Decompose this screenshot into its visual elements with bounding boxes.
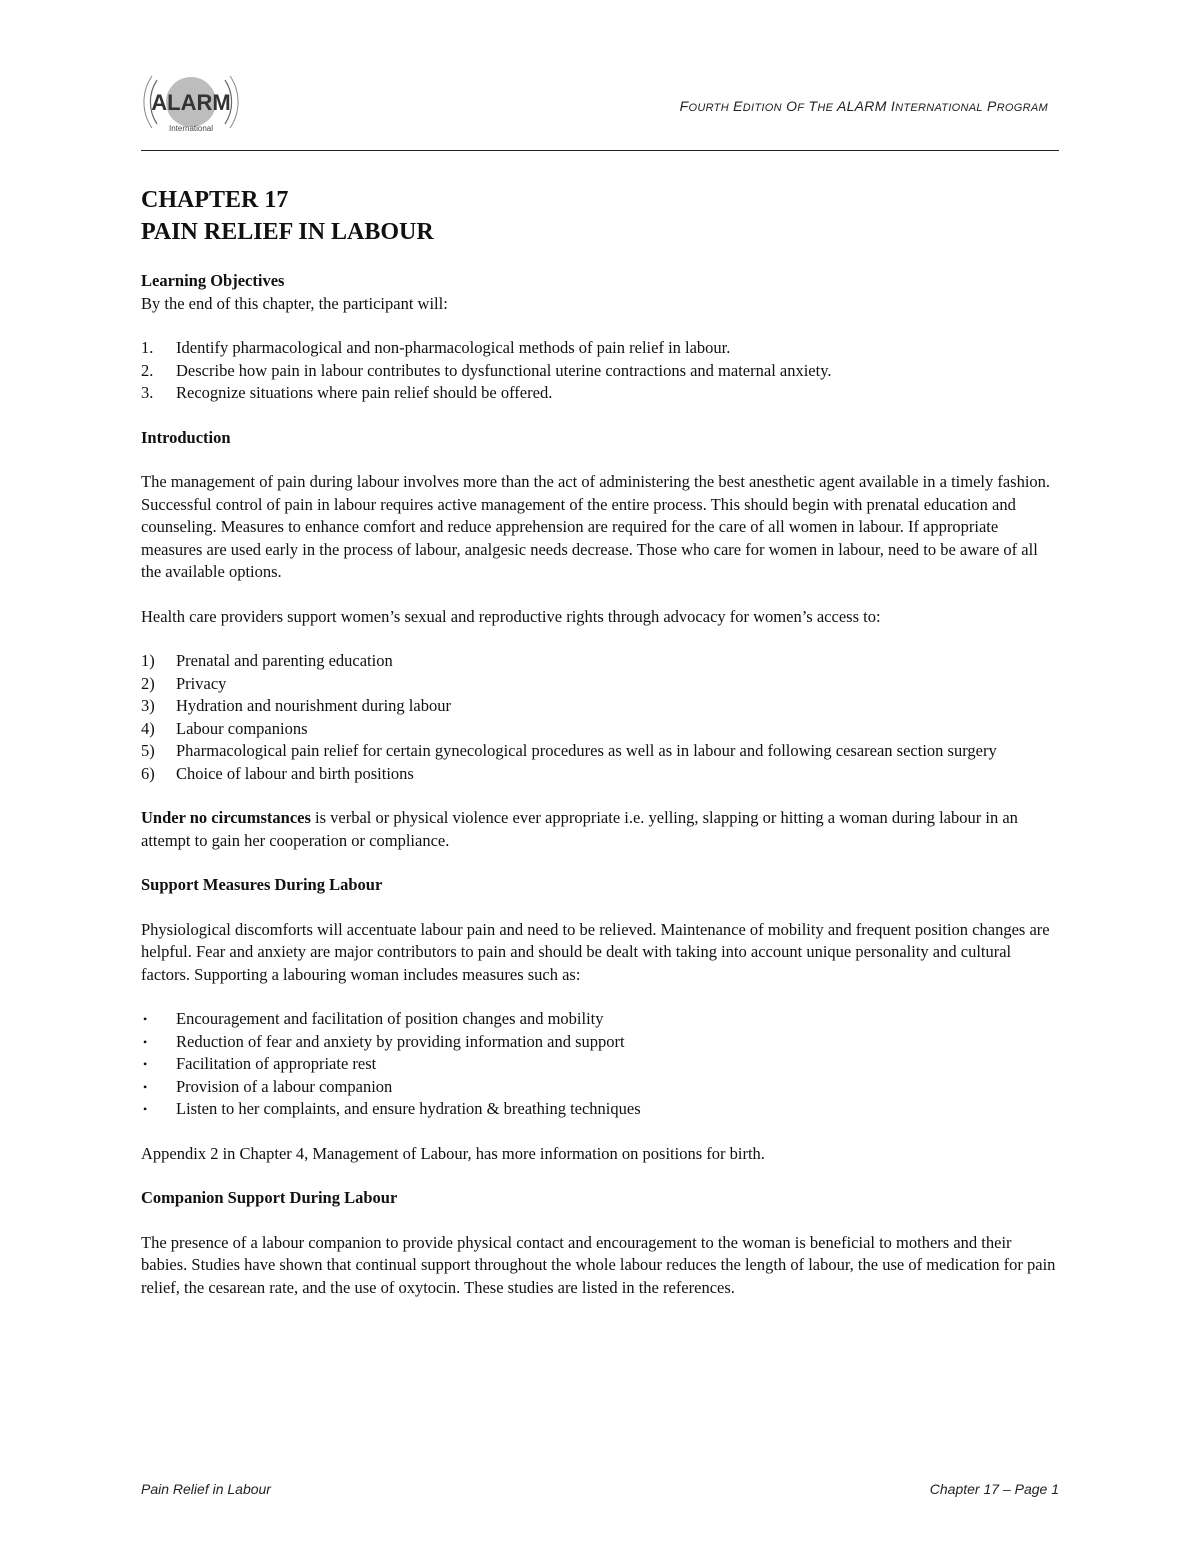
list-item: • Reduction of fear and anxiety by providing information and support [141,1031,1056,1054]
violence-warning: Under no circumstances is verbal or physical violence ever appropriate i.e. yelling, slapping or hitting a woman during labour in an attempt to gain her cooperation or compliance. [141,808,1018,850]
companion-heading: Companion Support During Labour [141,1188,398,1207]
list-item: 2) Privacy [141,673,227,693]
support-heading: Support Measures During Labour [141,875,383,894]
support-measures-list [141,1008,1056,1121]
list-item: 1. Identify pharmacological and non-pharmacological methods of pain relief in labour. [141,338,731,357]
objectives-heading: Learning Objectives [141,271,285,290]
introduction-paragraph: The management of pain during labour involves more than the act of administering the best anesthetic agent available in a timely fashion. Successful control of pain in labour requires active management of the entire process. This should begin with prenatal education and counseling. Measures to enhance comfort and reduce apprehension are required for the care of all women in labour. If appropriate measures are used early in the process of labour, analgesic needs decrease. Those who care for women in labour, need to be aware of all the available options. [141,472,1051,581]
list-item: • Encouragement and facilitation of position changes and mobility [141,1008,1056,1031]
list-item: 4) Labour companions [141,718,308,738]
list-item: 6) Choice of labour and birth positions [141,763,414,783]
running-title: FOURTH EDITION OF THE ALARM INTERNATIONAL PROGRAM [679,98,1048,114]
bullet-icon: • [143,1102,148,1116]
list-item: • Facilitation of appropriate rest [141,1053,1056,1076]
chapter-title: PAIN RELIEF IN LABOUR [141,219,434,245]
list-item: 1) Prenatal and parenting education [141,651,393,670]
bullet-icon: • [143,1057,148,1071]
introduction-heading: Introduction [141,427,231,447]
list-item: 3) Hydration and nourishment during labour [141,696,451,715]
list-item: • Listen to her complaints, and ensure hydration & breathing techniques [141,1098,1056,1121]
appendix-note: Appendix 2 in Chapter 4, Management of Labour, has more information on positions for birth. [141,1143,765,1163]
bullet-icon: • [143,1034,148,1049]
objectives-intro: By the end of this chapter, the participant will: [141,293,448,313]
page-body [141,184,1056,1299]
list-item: 2. Describe how pain in labour contributes to dysfunctional uterine contractions and maternal anxiety. [141,360,832,380]
objectives-list [141,337,1056,405]
footer-page-number: Chapter 17 – Page 1 [929,1481,1059,1497]
list-item: 3. Recognize situations where pain relief should be offered. [141,383,553,402]
logo-subtext: International [168,124,214,133]
header-rule [141,150,1059,151]
logo-wordmark: ALARM [151,90,231,115]
bullet-icon: • [143,1079,148,1094]
companion-paragraph: The presence of a labour companion to provide physical contact and encouragement to the woman is beneficial to mothers and their babies. Studies have shown that continual support throughout the whole labour reduces the length of labour, the use of medication for pain relief, the cesarean rate, and the use of oxytocin. These studies are listed in the references. [141,1232,1056,1297]
chapter-number: CHAPTER 17 [141,187,289,213]
list-item: 5) Pharmacological pain relief for certain gynecological procedures as well as in labour and following cesarean section surgery [141,741,997,760]
rights-paragraph: Health care providers support women’s sexual and reproductive rights through advocacy for women’s access to: [141,606,881,626]
alarm-international-logo [143,68,239,136]
footer-title: Pain Relief in Labour [141,1481,271,1497]
support-paragraph: Physiological discomforts will accentuate labour pain and need to be relieved. Maintenance of mobility and frequent position changes are helpful. Fear and anxiety are major contributors to pain and should be dealt with taking into account unique personality and cultural factors. Supporting a labouring woman includes measures such as: [141,919,1050,984]
access-list [141,650,1056,785]
list-item: • Provision of a labour companion [141,1076,1056,1099]
warning-emphasis: Under no circumstances [141,808,311,827]
bullet-icon: • [143,1012,148,1026]
